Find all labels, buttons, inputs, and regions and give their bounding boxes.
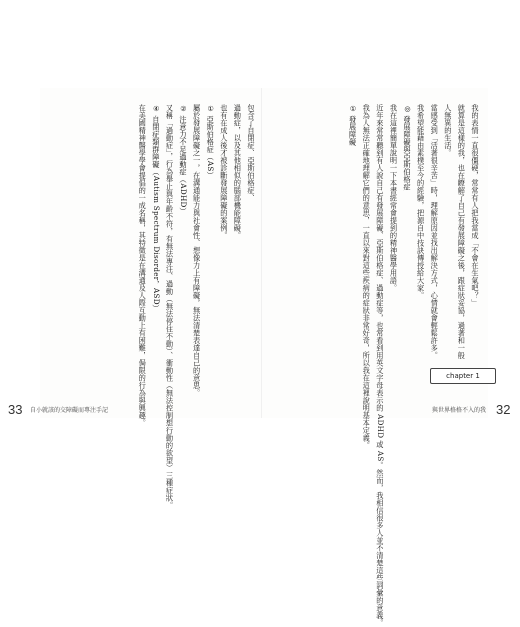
section-heading: ◎ 發展障礙與亞斯伯格症 — [403, 104, 413, 191]
paragraph: 我在這裡簡單說明一下本書經常會提到的精神醫學用語。 — [389, 104, 399, 292]
section-subheading: ② 注意力不足過動症（ADHD） — [179, 104, 189, 216]
chapter-tab: chapter 1 — [430, 368, 496, 384]
section-subheading: ④ 自閉症類群障礙（Autism Spectrum Disorder，ASD） — [151, 104, 161, 313]
paragraph: 我的表情一直很僵硬，常常有人把我當成「不會在生氣吧？」 — [471, 104, 480, 307]
paragraph: 我為人無法正確地理解它們的意思，一直以來對這些疾病的症狀非常好奇，所以我在這裡說明基本定義。 — [362, 104, 372, 449]
section-subheading: ① 發展障礙 — [348, 104, 358, 146]
left-page-text — [136, 104, 258, 510]
paragraph: 又稱「過動症」，行為舉止與年齡不符，有無法專注、過動（無法停住不動）、衝動性（無法控制想行動的欲望）三種症狀。 — [165, 104, 175, 510]
paragraph: 當感受到「活著很辛苦」時，理解原因並找出解決方式，心情就會輕鬆許多。 — [430, 104, 440, 359]
right-page-number: 32 — [496, 402, 511, 417]
paragraph: 過動症，以及其他相似的腦部機能障礙。 — [233, 104, 243, 239]
right-running-head: 與世界格格不入的我 — [432, 407, 487, 414]
section-subheading: ① 亞斯伯格症（AS） — [206, 104, 216, 180]
paragraph: 在美國精神醫學學會提倡的一成名稱，其特徵是在溝通及人際互動上有困難，侷限的行為與興趣。 — [138, 104, 148, 427]
left-page-number: 33 — [8, 402, 23, 417]
paragraph: 也有在成人後才被診斷發展障礙的案例。 — [219, 104, 229, 239]
paragraph: 屬於發展障礙之一，在溝通能力與社會性、想像力上有障礙，無法清楚表達自己的意思。 — [192, 104, 202, 397]
paragraph: 就算是這樣的我，也在瞭解了自己有發展障礙之後，跟症狀妥協，過著和一般 — [457, 104, 467, 359]
left-running-head: 自小就該的交障礙而專注手記 — [30, 407, 109, 414]
left-page — [40, 88, 262, 510]
paragraph: 人無異的生活。 — [443, 104, 453, 157]
paragraph: 近年來常常聽到有人說自己有發展障礙、亞斯伯格症、過動症等，也常看到用英文字母表示的 ADHD 或 AS。然而，我相信很多人並不清楚這些詞彙的意義。 — [375, 104, 385, 627]
paragraph: 包含了自閉症、亞斯伯格症、 — [247, 104, 256, 202]
paragraph: 我希望能藉由素樸至今的經驗，把源自中技訣傳授給大家。 — [416, 104, 426, 299]
